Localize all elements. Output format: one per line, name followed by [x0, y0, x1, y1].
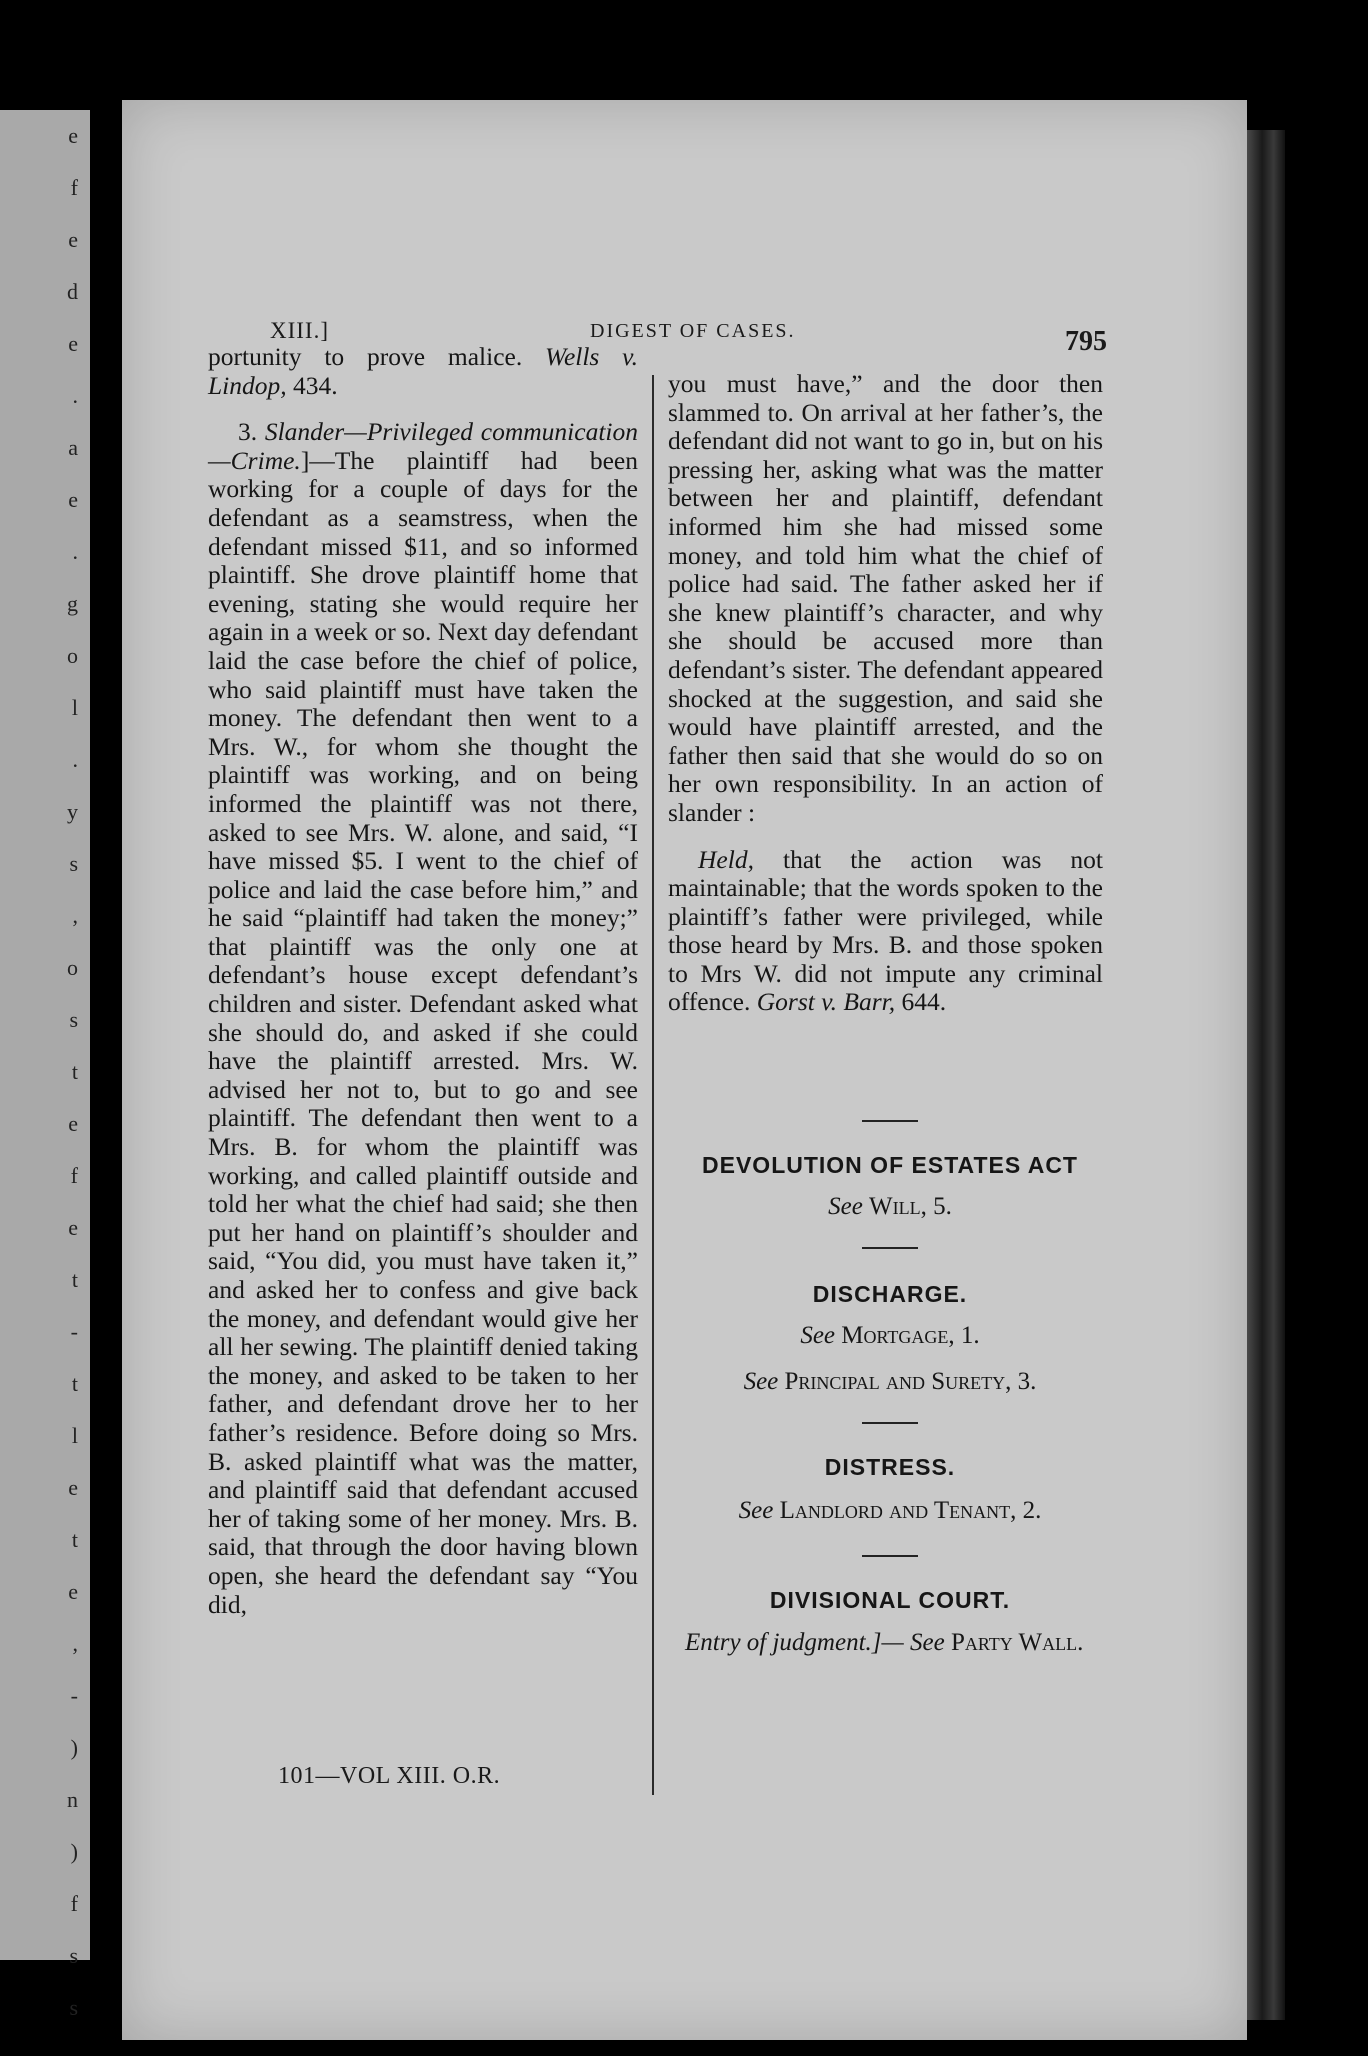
page-fore-edge — [1247, 130, 1285, 2020]
facing-page-char: f — [70, 1163, 78, 1188]
facing-page-char: l — [71, 1423, 78, 1448]
facing-page-char: f — [70, 175, 78, 200]
facing-page-char: t — [71, 1371, 78, 1396]
facing-page-char: e — [68, 1215, 78, 1240]
facing-page-char: o — [67, 955, 78, 980]
cross-reference: See Mortgage, 1. — [800, 1322, 980, 1349]
entry-body: ]—The plaintiff had been working for a couple of days for the defendant as a seamstress, when the defendant missed $11, and so informed plaintiff. She drove plaintiff home that evening, stating she would require her again in a week or so. Next day defendant laid the case before the chief of police, who said plaintiff must have taken the money. The defendant then went to a Mrs. W., for whom she thought the plaintiff was working, and on being informed the plaintiff was not there, asked to see Mrs. W. alone, and said, “I have missed $5. I went to the chief of police and laid the case before him,” and he said “plaintiff had taken the money;” that plaintiff was the only one at defendant’s house except defendant’s children and sister. Defendant asked what she should do, and asked if she could have the plaintiff arrested. Mrs. W. advised her not to, but to go and see plaintiff. The defendant then went to a Mrs. B. for whom the plaintiff was working, and called plaintiff outside and told her what the chief had said; she then put her hand on plaintiff’s shoulder and said, “You did, you must have taken it,” and asked her to confess and give back the money, and defendant would give her all her sewing. The plaintiff denied taking the money, and asked to be taken to her father, and defendant drove her to her father’s residence. Before doing so Mrs. B. asked plaintiff what was the matter, and plaintiff said that defendant accused her of taking some of her money. Mrs. B. said, that through the door having blown open, she heard the defendant say “You did, — [208, 445, 638, 1619]
facing-page-char: y — [67, 799, 78, 824]
facing-page-char: o — [67, 643, 78, 668]
continuation-paragraph-right: you must have,” and the door then slammed to. On arrival at her father’s, the defendant did not want to go in, but on his pressing her, asking what was the matter between her and plaintiff, defendant informed him she had missed some money, and told him what the chief of police had said. The father asked her if she knew plaintiff’s character, and why she should be accused more than defendant’s sister. The defendant appeared shocked at the suggestion, and said she would have plaintiff arrested, and the father then said that she would do so on her own responsibility. In an action of slander : — [668, 369, 1103, 827]
index-sections — [655, 1120, 1125, 1658]
facing-page-char: - — [70, 1683, 78, 1708]
case-name: Gorst v. Barr, — [756, 987, 896, 1017]
continuation-paragraph: portunity to prove malice. Wells v. Lindop, 434. — [208, 342, 638, 400]
case-entry — [208, 418, 638, 1619]
header-title: DIGEST OF CASES. — [590, 320, 796, 342]
section-heading: DISCHARGE. — [812, 1281, 968, 1307]
facing-page-char: e — [68, 487, 78, 512]
facing-page-char: . — [72, 383, 78, 408]
facing-page-char: a — [68, 435, 78, 460]
cross-reference: See Will, 5. — [828, 1193, 952, 1220]
facing-page-char: n — [67, 1787, 78, 1812]
page-number: 795 — [1065, 326, 1107, 357]
header-section-number: XIII.] — [270, 318, 329, 343]
facing-page-char: , — [72, 903, 78, 928]
facing-page-char: . — [72, 539, 78, 564]
facing-page-char: e — [68, 1111, 78, 1136]
section-rule — [862, 1120, 918, 1122]
facing-page-char: e — [68, 227, 78, 252]
facing-page-char: e — [68, 1579, 78, 1604]
facing-page-char: d — [67, 279, 78, 304]
facing-page-char: t — [71, 1267, 78, 1292]
signature-mark: 101—VOL XIII. O.R. — [278, 1763, 501, 1789]
facing-page-char: t — [71, 1527, 78, 1552]
section-rule — [862, 1555, 918, 1557]
left-column — [208, 343, 638, 1619]
facing-page-char: , — [72, 1631, 78, 1656]
right-column — [668, 370, 1103, 1017]
facing-page-char: ) — [70, 1735, 78, 1760]
facing-page-char: f — [70, 1891, 78, 1916]
facing-page-char: l — [71, 695, 78, 720]
facing-page-char: g — [67, 591, 78, 616]
facing-page-char: s — [69, 1007, 78, 1032]
facing-page-char: s — [69, 851, 78, 876]
held-label: Held, — [698, 844, 754, 874]
facing-page-char: t — [71, 1059, 78, 1084]
section-rule — [862, 1247, 918, 1249]
facing-page-char: ) — [70, 1839, 78, 1864]
case-citation: 434. — [293, 370, 338, 400]
held-text: that the action was not maintainable; that the words spoken to the plaintiff’s father were privileged, while those heard by Mrs. B. and those spoken to Mrs W. did not impute any criminal offence. — [668, 844, 1103, 1017]
entry-heading: Slander—Privileged communication—Crime. — [208, 417, 638, 475]
section-rule — [862, 1422, 918, 1424]
cross-reference: See Landlord and Tenant, 2. — [738, 1497, 1042, 1524]
facing-page-char: s — [69, 1995, 78, 2020]
section-heading: DIVISIONAL COURT. — [769, 1587, 1011, 1613]
facing-page-char: e — [68, 1475, 78, 1500]
section-heading: DEVOLUTION OF ESTATES ACT — [702, 1152, 1078, 1178]
facing-page-char: e — [68, 123, 78, 148]
held-paragraph — [668, 846, 1103, 1018]
section-heading: DISTRESS. — [824, 1454, 956, 1480]
section-entry: Entry of judgment.]— See Party Wall. — [685, 1629, 1084, 1656]
facing-page-char: s — [69, 1943, 78, 1968]
facing-page-cut-text — [8, 110, 78, 2020]
case-citation: 644. — [901, 987, 947, 1017]
column-divider — [652, 375, 654, 1795]
facing-page-char: - — [70, 1319, 78, 1344]
entry-number: 3. — [238, 417, 258, 447]
cross-reference: See Principal and Surety, 3. — [743, 1368, 1037, 1395]
case-name: Wells v. Lindop, — [208, 342, 638, 400]
facing-page-char: e — [68, 331, 78, 356]
facing-page-char: . — [72, 747, 78, 772]
